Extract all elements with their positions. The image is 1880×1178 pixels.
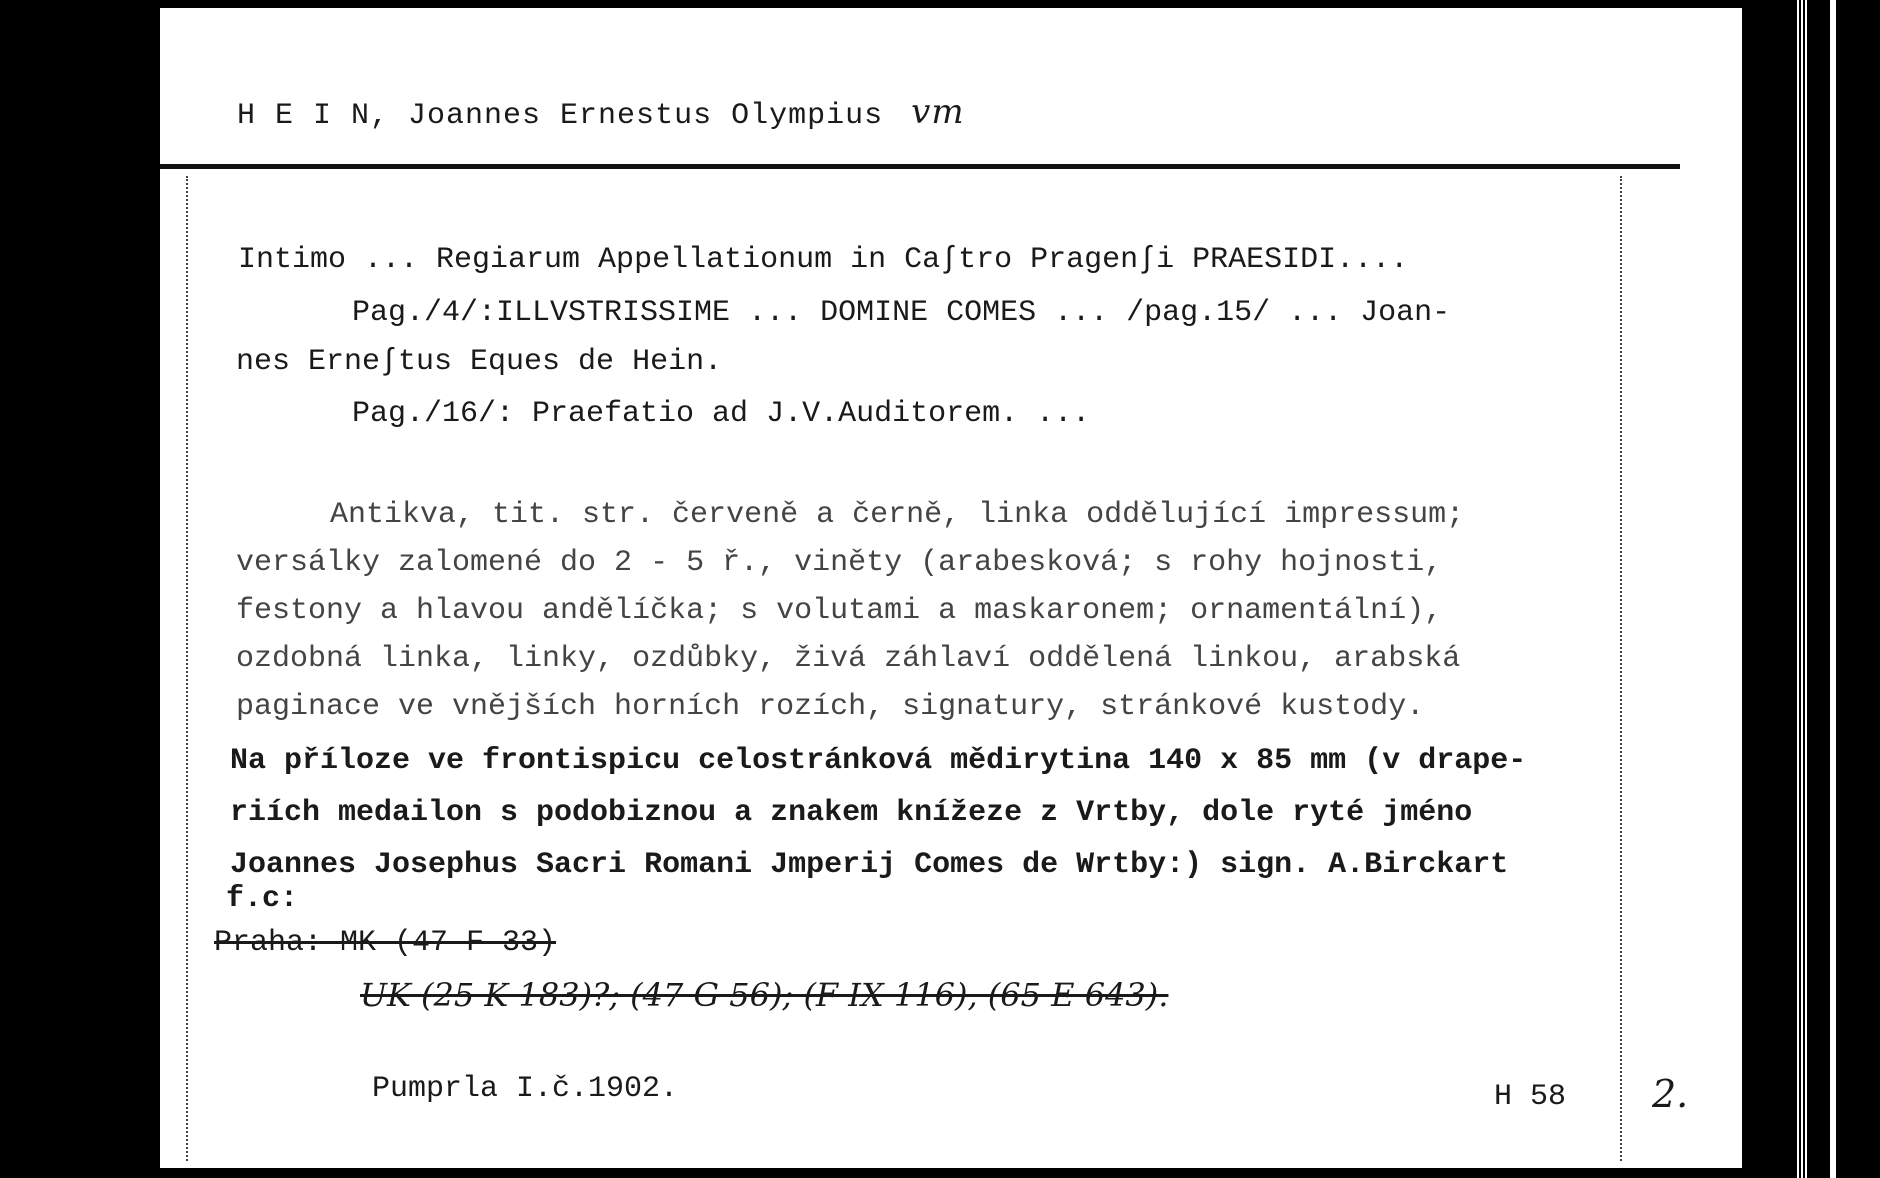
right-dotted-margin [1620,176,1622,1161]
description-line-1: Antikva, tit. str. červeně a černě, linka oddělující impressum; [330,498,1465,532]
description-line-4: ozdobná linka, linky, ozdůbky, živá záhlaví oddělená linkou, arabská [236,642,1461,676]
scan-edge-strip [1830,0,1836,1178]
page-mark: 2. [1652,1072,1689,1116]
frontispiece-line-2: riích medailon s podobiznou a znakem knížeze z Vrtby, dole ryté jméno [230,796,1473,830]
location-uk: UK (25 K 183)?; (47 G 56); (F IX 116), (65 E 643). [360,976,1169,1014]
description-line-5: paginace ve vnějších horních rozích, signatury, stránkové kustody. [236,690,1425,724]
frontispiece-line-4: f.c: [226,882,299,916]
description-line-2: versálky zalomené do 2 - 5 ř., viněty (arabesková; s rohy hojnosti, [236,546,1443,580]
description-line-3: festony a hlavou andělíčka; s volutami a maskaronem; ornamentální), [236,594,1443,628]
source-citation: Pumprla I.č.1902. [372,1072,679,1106]
card-header [237,92,965,133]
title-line-4: Pag./16/: Praefatio ad J.V.Auditorem. ... [352,397,1091,431]
scan-edge [1797,0,1809,1178]
left-dotted-margin [186,176,188,1161]
author-name: H E I N, Joannes Ernestus Olympius [237,99,884,133]
title-line-3: nes Erne∫tus Eques de Hein. [236,345,723,379]
shelf-code: H 58 [1494,1080,1567,1114]
title-line-2: Pag./4/:ILLVSTRISSIME ... DOMINE COMES ... /pag.15/ ... Joan- [352,296,1451,330]
location-praha: Praha: MK (47 F 33) [214,926,557,960]
header-rule [160,164,1680,169]
frontispiece-line-1: Na příloze ve frontispicu celostránková mědirytina 140 x 85 mm (v drape- [230,744,1527,778]
handwritten-note: vm [911,92,965,132]
title-line-1: Intimo ... Regiarum Appellationum in Ca∫tro Pragen∫i PRAESIDI.... [238,243,1409,277]
frontispiece-line-3: Joannes Josephus Sacri Romani Jmperij Comes de Wrtby:) sign. A.Birckart [230,848,1509,882]
